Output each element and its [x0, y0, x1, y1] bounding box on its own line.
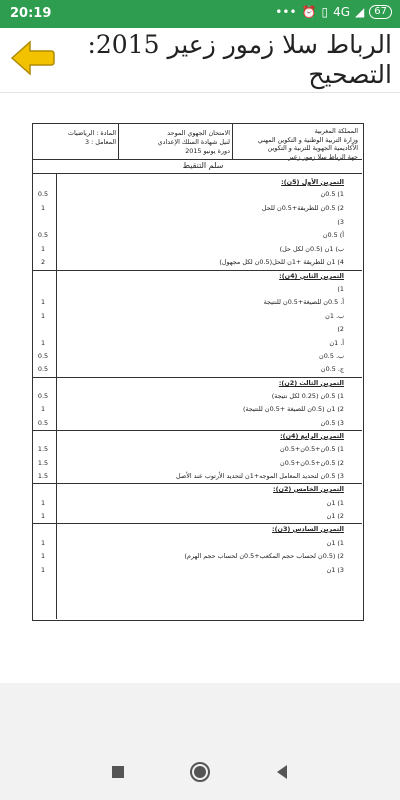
- header-line: الامتحان الجهوي الموحد: [167, 129, 230, 137]
- criterion-text: أ) 0.5ن: [322, 231, 344, 239]
- header-divider: [232, 123, 233, 159]
- square-icon: [107, 761, 129, 783]
- section-rule: [32, 430, 362, 431]
- grading-sheet-image: [28, 123, 370, 621]
- header-rule: [32, 159, 362, 160]
- criterion-text: 3) 0.5ن لتحديد المعامل الموجه+1ن لتحديد الأرتوب عند الأصل: [176, 472, 344, 480]
- criterion-mark: 0.5: [37, 419, 49, 427]
- back-nav-button[interactable]: [271, 761, 293, 783]
- criterion-text: ب) 1ن (0.5ن لكل حل): [279, 245, 344, 253]
- criterion-text: 1): [337, 285, 344, 293]
- status-bar: [0, 0, 400, 28]
- criterion-text: 2) 1ن (0.5ن للصيغة +0.5ن للنتيجة): [242, 405, 344, 413]
- criterion-text: 3) 1ن: [326, 566, 344, 574]
- section-heading: التمرين الرابع (4ن):: [280, 432, 344, 440]
- criterion-text: 1) 0.5ن (0.25 لكل نتيجة): [271, 392, 344, 400]
- criterion-text: 4) 1ن للطريقة +1ن للحل(0.5ن لكل مجهول): [219, 258, 344, 266]
- criterion-text: 1) 1ن: [326, 499, 344, 507]
- section-heading: التمرين الخامس (2ن):: [273, 485, 344, 493]
- battery-icon: 67: [369, 5, 392, 19]
- criterion-mark: 1: [40, 298, 46, 306]
- header-ministry: [233, 127, 358, 161]
- header-line: جهة الرباط سلا زمور زعير: [288, 152, 358, 161]
- criterion-mark: 0.5: [37, 231, 49, 239]
- criterion-mark: 0.5: [37, 352, 49, 360]
- section-heading: التمرين الثالث (2ن):: [278, 379, 344, 387]
- recent-apps-button[interactable]: [107, 761, 129, 783]
- criterion-text: أ. 1ن: [329, 339, 344, 347]
- notification-dots-icon: •••: [275, 5, 297, 19]
- header-exam: [120, 129, 230, 156]
- criterion-mark: 1: [40, 566, 46, 574]
- section-rule: [32, 377, 362, 378]
- app-bar: [0, 28, 400, 93]
- criterion-mark: 1: [40, 245, 46, 253]
- status-icons: [275, 5, 392, 19]
- criterion-text: 2) 0.5ن+0.5ن+0.5ن: [280, 459, 344, 467]
- vibrate-icon: ▯: [321, 5, 329, 19]
- criterion-mark: 1: [40, 512, 46, 520]
- criterion-text: 2): [337, 325, 344, 333]
- criterion-text: 2) 1ن: [326, 512, 344, 520]
- signal-icon: ◢: [355, 5, 365, 19]
- section-heading: التمرين الأول (5ن):: [281, 178, 344, 186]
- header-line: وزارة التربية الوطنية و التكوين المهني: [257, 135, 358, 144]
- criterion-mark: 1.5: [37, 445, 49, 453]
- criterion-mark: 1: [40, 339, 46, 347]
- criterion-mark: 0.5: [37, 190, 49, 198]
- criterion-mark: 2: [40, 258, 46, 266]
- header-line: لنيل شهادة السلك الإعدادي: [157, 138, 230, 146]
- back-arrow-icon: [8, 36, 56, 80]
- criterion-mark: 1: [40, 499, 46, 507]
- criterion-text: ب. 1ن: [325, 312, 344, 320]
- navigation-bar: [0, 743, 400, 800]
- document-viewer[interactable]: [0, 93, 400, 683]
- back-arrow-button[interactable]: [8, 36, 56, 80]
- criterion-text: ب. 0.5ن: [319, 352, 344, 360]
- section-rule: [32, 483, 362, 484]
- criterion-text: 1) 1ن: [326, 539, 344, 547]
- triangle-back-icon: [271, 761, 293, 783]
- section-rule: [32, 523, 362, 524]
- criterion-mark: 1: [40, 552, 46, 560]
- criterion-mark: 1.5: [37, 459, 49, 467]
- section-heading: التمرين السادس (3ن):: [272, 525, 344, 533]
- sheet-title: سلم التنقيط: [182, 161, 224, 170]
- section-rule: [32, 270, 362, 271]
- title-rule: [32, 173, 362, 174]
- criterion-mark: 1: [40, 539, 46, 547]
- header-line: دورة يونيو 2015: [185, 147, 230, 155]
- home-circle-icon: [189, 761, 211, 783]
- home-button[interactable]: [189, 761, 211, 783]
- criterion-text: 3): [337, 218, 344, 226]
- criterion-text: 2) 0.5ن للطريقة+0.5ن للحل: [261, 204, 344, 212]
- header-subject: [36, 129, 116, 147]
- criterion-mark: 0.5: [37, 392, 49, 400]
- criterion-text: 1) 0.5ن: [320, 190, 344, 198]
- header-line: المملكة المغربية: [314, 127, 358, 135]
- criterion-mark: 0.5: [37, 365, 49, 373]
- section-heading: التمرين الثاني (4ن):: [279, 272, 344, 280]
- criterion-text: 2) (0.5ن لحساب حجم المكعب+0.5ن لحساب حجم الهرم): [184, 552, 344, 560]
- header-line: المعامل : 3: [84, 138, 116, 146]
- criterion-mark: 1.5: [37, 472, 49, 480]
- status-time: 20:19: [10, 6, 52, 21]
- network-type: 4G: [333, 5, 351, 19]
- criterion-text: أ. 0.5ن للصيغة+0.5ن للنتيجة: [263, 298, 344, 306]
- header-line: المادة : الرياضيات: [67, 129, 116, 137]
- criterion-text: 1) 0.5ن+0.5ن+0.5ن: [280, 445, 344, 453]
- criterion-mark: 1: [40, 312, 46, 320]
- header-line: الأكاديمية الجهوية للتربية و التكوين: [267, 144, 358, 152]
- page-title: الرباط سلا زمور زعير 2015: التصحيح: [87, 30, 392, 89]
- criterion-text: ج. 0.5ن: [320, 365, 344, 373]
- criterion-mark: 1: [40, 204, 46, 212]
- criterion-mark: 1: [40, 405, 46, 413]
- bottom-spacer: [0, 683, 400, 743]
- criterion-text: 3) 0.5ن: [320, 419, 344, 427]
- header-divider: [118, 123, 119, 159]
- alarm-icon: ⏰: [301, 5, 317, 19]
